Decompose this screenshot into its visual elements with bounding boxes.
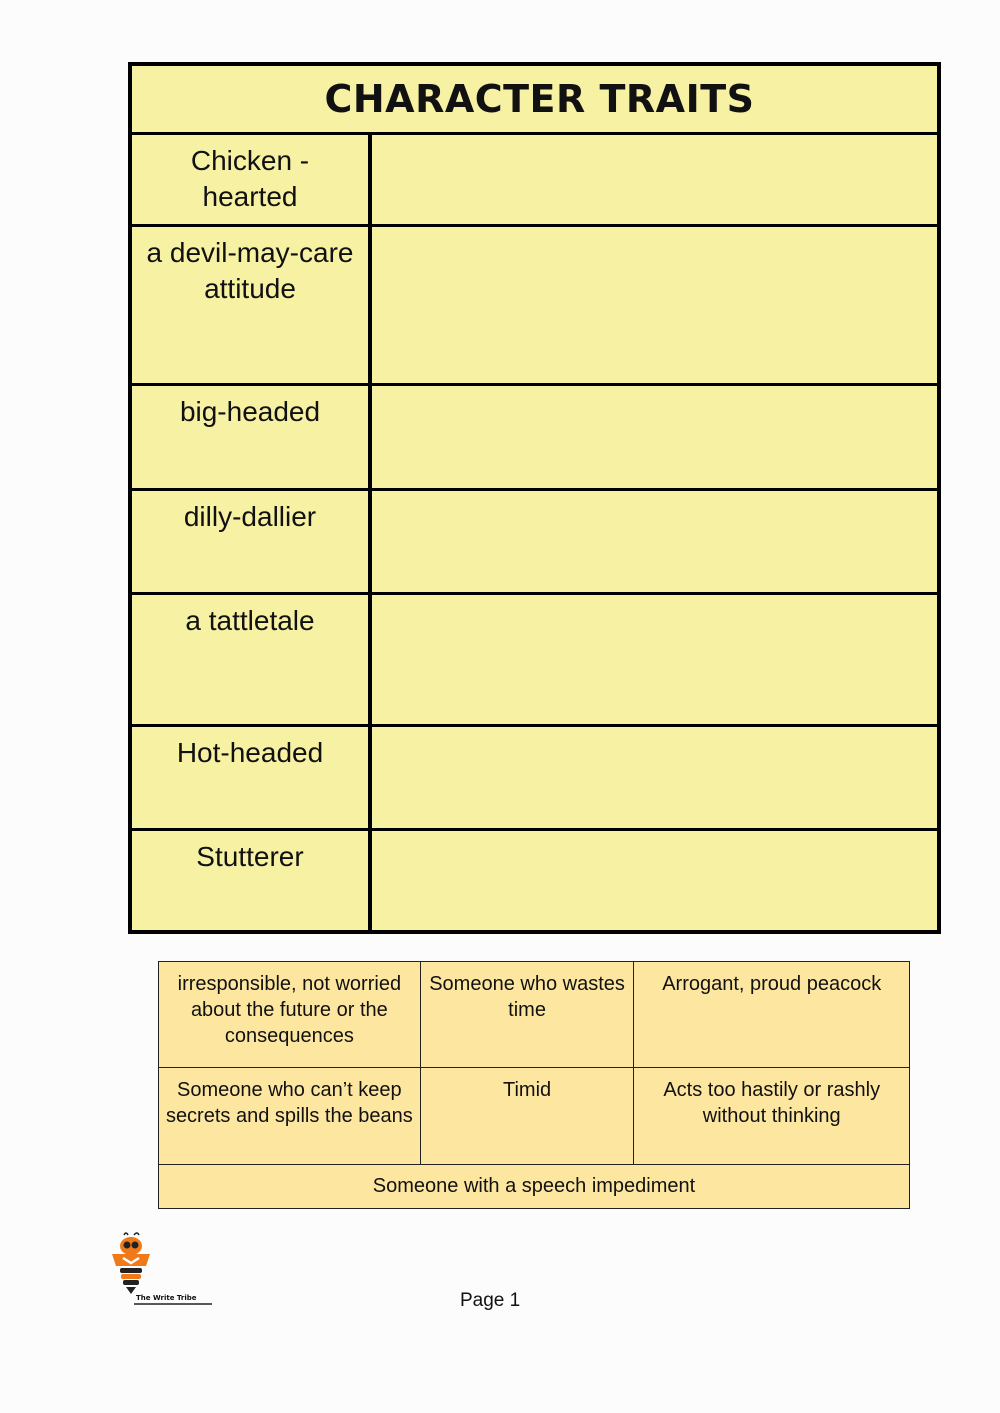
answer-drop-zone[interactable] (372, 135, 937, 224)
answer-drop-zone[interactable] (372, 595, 937, 724)
worksheet-title: CHARACTER TRAITS (132, 66, 937, 135)
trait-term: Stutterer (132, 831, 372, 930)
trait-row (132, 491, 937, 595)
definition-card[interactable]: Someone who can’t keep secrets and spills the beans (159, 1068, 421, 1165)
answer-drop-zone[interactable] (372, 491, 937, 592)
trait-term: Chicken - hearted (132, 135, 372, 224)
bee-logo (106, 1232, 216, 1312)
trait-row (132, 386, 937, 491)
trait-row (132, 135, 937, 227)
definition-card[interactable]: Acts too hastily or rashly without thinking (634, 1068, 910, 1165)
trait-row (132, 831, 937, 930)
definitions-table (158, 961, 910, 1209)
character-traits-table (128, 62, 941, 934)
answer-drop-zone[interactable] (372, 227, 937, 383)
trait-term: a devil-may-care attitude (132, 227, 372, 383)
trait-term: Hot-headed (132, 727, 372, 828)
trait-term: dilly-dallier (132, 491, 372, 592)
answer-drop-zone[interactable] (372, 727, 937, 828)
page-number: Page 1 (460, 1290, 521, 1311)
definition-card[interactable]: Someone who wastes time (420, 962, 634, 1068)
trait-term: a tattletale (132, 595, 372, 724)
trait-row (132, 227, 937, 386)
trait-row (132, 595, 937, 727)
definition-card[interactable]: Someone with a speech impediment (159, 1165, 910, 1209)
definition-card[interactable]: Arrogant, proud peacock (634, 962, 910, 1068)
bee-icon (112, 1233, 150, 1294)
trait-term: big-headed (132, 386, 372, 488)
definition-card[interactable]: irresponsible, not worried about the future or the consequences (159, 962, 421, 1068)
definition-card[interactable]: Timid (420, 1068, 634, 1165)
logo-text: The Write Tribe (136, 1294, 197, 1302)
answer-drop-zone[interactable] (372, 831, 937, 930)
answer-drop-zone[interactable] (372, 386, 937, 488)
trait-row (132, 727, 937, 831)
